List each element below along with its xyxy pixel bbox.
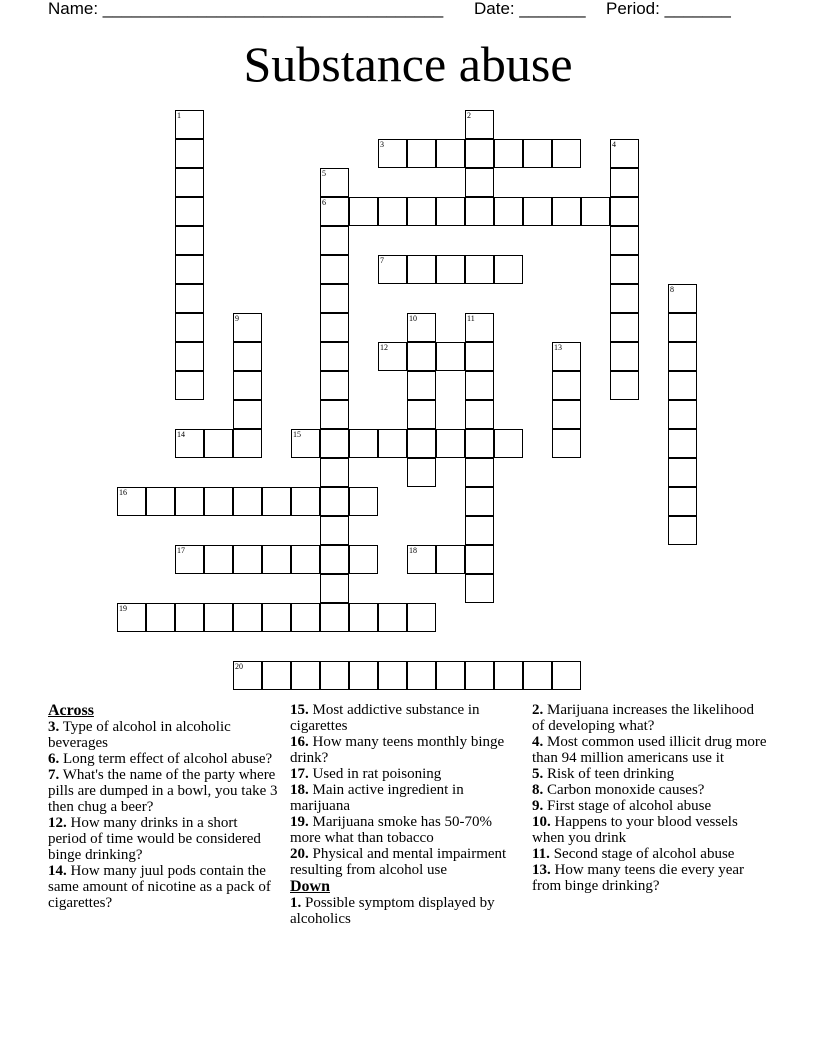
grid-cell[interactable] [610, 197, 639, 226]
clue-number: 17. [290, 766, 309, 782]
down-clue [532, 798, 768, 814]
grid-cell[interactable] [610, 255, 639, 284]
clue-number: 20. [290, 846, 309, 862]
grid-cell[interactable] [552, 429, 581, 458]
grid-cell[interactable] [436, 139, 465, 168]
grid-cell[interactable] [668, 458, 697, 487]
clue-number: 10. [532, 814, 551, 830]
grid-cell[interactable] [320, 226, 349, 255]
grid-cell[interactable] [465, 400, 494, 429]
clue-number: 3. [48, 719, 60, 735]
grid-cell[interactable] [552, 371, 581, 400]
clue-number: 1. [290, 895, 302, 911]
grid-cell[interactable] [378, 661, 407, 690]
clue-number: 18. [290, 782, 309, 798]
grid-cell[interactable] [233, 487, 262, 516]
clue-number: 7. [48, 767, 60, 783]
grid-cell[interactable] [407, 661, 436, 690]
grid-cell[interactable] [465, 197, 494, 226]
grid-cell[interactable] [465, 255, 494, 284]
grid-cell[interactable] [320, 516, 349, 545]
date-field[interactable]: Date: _______ [474, 0, 586, 18]
grid-cell[interactable] [262, 661, 291, 690]
grid-cell[interactable] [262, 545, 291, 574]
clue-number-17: 17 [177, 546, 185, 555]
grid-cell[interactable] [552, 661, 581, 690]
grid-cell[interactable] [233, 545, 262, 574]
clue-number-10: 10 [409, 314, 417, 323]
clue-number: 2. [532, 702, 544, 718]
clue-number: 14. [48, 863, 67, 879]
grid-cell[interactable] [320, 400, 349, 429]
down-clue [532, 846, 768, 862]
clue-text: How many drinks in a short period of time would be considered binge drinking? [48, 815, 261, 863]
across-clue [48, 767, 278, 815]
grid-cell[interactable] [668, 400, 697, 429]
grid-cell[interactable] [523, 139, 552, 168]
clue-text: First stage of alcohol abuse [543, 798, 712, 814]
down-clue-list [290, 895, 522, 927]
grid-cell[interactable] [436, 545, 465, 574]
grid-cell[interactable] [465, 342, 494, 371]
clue-text: How many juul pods contain the same amount of nicotine as a pack of cigarettes? [48, 863, 271, 911]
across-clue [290, 782, 522, 814]
clues-column-3 [532, 702, 768, 894]
clue-number-19: 19 [119, 604, 127, 613]
grid-cell[interactable] [552, 400, 581, 429]
clue-text: Type of alcohol in alcoholic beverages [48, 719, 231, 751]
grid-cell[interactable] [494, 661, 523, 690]
clue-number: 12. [48, 815, 67, 831]
clue-number-20: 20 [235, 662, 243, 671]
grid-cell[interactable] [233, 429, 262, 458]
grid-cell[interactable] [175, 313, 204, 342]
grid-cell[interactable] [465, 458, 494, 487]
clue-text: Physical and mental impairment resulting from alcohol use [290, 846, 507, 878]
clue-text: Most addictive substance in cigarettes [290, 702, 480, 734]
down-clue [532, 862, 768, 894]
grid-cell[interactable] [175, 284, 204, 313]
grid-cell[interactable] [407, 458, 436, 487]
grid-cell[interactable] [407, 342, 436, 371]
grid-cell[interactable] [465, 429, 494, 458]
clue-number-1: 1 [177, 111, 181, 120]
grid-cell[interactable] [436, 429, 465, 458]
clue-text: Main active ingredient in marijuana [290, 782, 464, 814]
grid-cell[interactable] [465, 661, 494, 690]
clue-text: How many teens monthly binge drink? [290, 734, 505, 766]
grid-cell[interactable] [407, 139, 436, 168]
clue-number-14: 14 [177, 430, 185, 439]
grid-cell[interactable] [581, 197, 610, 226]
grid-cell[interactable] [436, 197, 465, 226]
across-clue-list [48, 719, 278, 911]
grid-cell[interactable] [320, 284, 349, 313]
grid-cell[interactable] [175, 139, 204, 168]
grid-cell[interactable] [465, 545, 494, 574]
grid-cell[interactable] [610, 284, 639, 313]
grid-cell[interactable] [436, 661, 465, 690]
grid-cell[interactable] [349, 197, 378, 226]
grid-cell[interactable] [320, 458, 349, 487]
clue-number: 5. [532, 766, 544, 782]
clue-text: Risk of teen drinking [543, 766, 675, 782]
grid-cell[interactable] [233, 603, 262, 632]
grid-cell[interactable] [146, 603, 175, 632]
grid-cell[interactable] [262, 603, 291, 632]
clue-number-13: 13 [554, 343, 562, 352]
clue-number: 6. [48, 751, 60, 767]
grid-cell[interactable] [494, 139, 523, 168]
grid-cell[interactable] [291, 661, 320, 690]
clue-number-2: 2 [467, 111, 471, 120]
grid-cell[interactable] [175, 371, 204, 400]
across-clue [48, 719, 278, 751]
clue-number: 16. [290, 734, 309, 750]
grid-cell[interactable] [610, 313, 639, 342]
grid-cell[interactable] [291, 487, 320, 516]
grid-cell[interactable] [233, 371, 262, 400]
grid-cell[interactable] [465, 516, 494, 545]
grid-cell[interactable] [407, 603, 436, 632]
grid-cell[interactable] [523, 197, 552, 226]
grid-cell[interactable] [407, 400, 436, 429]
grid-cell[interactable] [204, 603, 233, 632]
grid-cell[interactable] [349, 545, 378, 574]
grid-cell[interactable] [320, 545, 349, 574]
grid-cell[interactable] [175, 197, 204, 226]
clue-text: What's the name of the party where pills are dumped in a bowl, you take 3 then chug a beer? [48, 767, 278, 815]
down-clue [290, 895, 522, 927]
clue-number-5: 5 [322, 169, 326, 178]
grid-cell[interactable] [175, 226, 204, 255]
name-field[interactable]: Name: ____________________________________ [48, 0, 444, 18]
across-clue [48, 815, 278, 863]
across-clue [290, 814, 522, 846]
clue-number-3: 3 [380, 140, 384, 149]
grid-cell[interactable] [668, 487, 697, 516]
clue-text: Possible symptom displayed by alcoholics [290, 895, 495, 927]
clue-text: Used in rat poisoning [308, 766, 442, 782]
clue-text: Carbon monoxide causes? [543, 782, 705, 798]
grid-cell[interactable] [320, 371, 349, 400]
grid-cell[interactable] [175, 255, 204, 284]
grid-cell[interactable] [610, 168, 639, 197]
clue-text: Happens to your blood vessels when you drink [532, 814, 738, 846]
grid-cell[interactable] [407, 255, 436, 284]
clue-number-9: 9 [235, 314, 239, 323]
down-clue [532, 782, 768, 798]
grid-cell[interactable] [668, 342, 697, 371]
grid-cell[interactable] [523, 661, 552, 690]
grid-cell[interactable] [349, 487, 378, 516]
grid-cell[interactable] [175, 603, 204, 632]
across-heading: Across [48, 702, 94, 719]
grid-cell[interactable] [349, 603, 378, 632]
clue-text: Second stage of alcohol abuse [549, 846, 735, 862]
across-clue [48, 751, 278, 767]
down-clue [532, 766, 768, 782]
grid-cell[interactable] [320, 487, 349, 516]
across-clue [48, 863, 278, 911]
grid-cell[interactable] [668, 429, 697, 458]
clue-number-6: 6 [322, 198, 326, 207]
down-clue [532, 734, 768, 766]
grid-cell[interactable] [465, 168, 494, 197]
grid-cell[interactable] [668, 313, 697, 342]
clue-number-18: 18 [409, 546, 417, 555]
across-clue [290, 766, 522, 782]
down-heading: Down [290, 878, 331, 895]
grid-cell[interactable] [552, 197, 581, 226]
grid-cell[interactable] [175, 342, 204, 371]
clue-text: Most common used illicit drug more than 94 million americans use it [532, 734, 767, 766]
clues-column-1 [48, 702, 278, 911]
page-title: Substance abuse [243, 36, 573, 92]
clue-number: 11. [532, 846, 550, 862]
down-clue [532, 814, 768, 846]
grid-cell[interactable] [668, 371, 697, 400]
grid-cell[interactable] [320, 661, 349, 690]
grid-cell[interactable] [465, 371, 494, 400]
grid-cell[interactable] [233, 400, 262, 429]
clue-number: 9. [532, 798, 544, 814]
clue-text: Marijuana increases the likelihood of developing what? [532, 702, 755, 734]
grid-cell[interactable] [407, 429, 436, 458]
clue-text: Long term effect of alcohol abuse? [59, 751, 273, 767]
grid-cell[interactable] [204, 545, 233, 574]
grid-cell[interactable] [349, 661, 378, 690]
grid-cell[interactable] [436, 255, 465, 284]
grid-cell[interactable] [146, 487, 175, 516]
grid-cell[interactable] [349, 429, 378, 458]
grid-cell[interactable] [175, 487, 204, 516]
grid-cell[interactable] [262, 487, 291, 516]
grid-cell[interactable] [233, 342, 262, 371]
grid-cell[interactable] [204, 487, 233, 516]
grid-cell[interactable] [436, 342, 465, 371]
across-clue [290, 846, 522, 878]
grid-cell[interactable] [494, 255, 523, 284]
grid-cell[interactable] [320, 255, 349, 284]
clue-number: 15. [290, 702, 309, 718]
clue-number: 4. [532, 734, 544, 750]
grid-cell[interactable] [668, 516, 697, 545]
grid-cell[interactable] [320, 574, 349, 603]
grid-cell[interactable] [320, 313, 349, 342]
grid-cell[interactable] [407, 197, 436, 226]
clue-number-11: 11 [467, 314, 475, 323]
clue-number-8: 8 [670, 285, 674, 294]
grid-cell[interactable] [465, 139, 494, 168]
clue-number: 8. [532, 782, 544, 798]
grid-cell[interactable] [175, 168, 204, 197]
grid-cell[interactable] [407, 371, 436, 400]
down-clue-list-continued [532, 702, 768, 894]
clue-number-16: 16 [119, 488, 127, 497]
grid-cell[interactable] [378, 197, 407, 226]
grid-cell[interactable] [320, 429, 349, 458]
clue-text: How many teens die every year from binge drinking? [532, 862, 745, 894]
grid-cell[interactable] [378, 429, 407, 458]
across-clue [290, 702, 522, 734]
clue-number-15: 15 [293, 430, 301, 439]
clue-number-12: 12 [380, 343, 388, 352]
grid-cell[interactable] [378, 603, 407, 632]
down-clue [532, 702, 768, 734]
across-clue [290, 734, 522, 766]
clue-number: 19. [290, 814, 309, 830]
grid-cell[interactable] [465, 487, 494, 516]
grid-cell[interactable] [291, 603, 320, 632]
period-field[interactable]: Period: _______ [606, 0, 731, 18]
grid-cell[interactable] [610, 342, 639, 371]
clue-number: 13. [532, 862, 551, 878]
grid-cell[interactable] [552, 139, 581, 168]
grid-cell[interactable] [204, 429, 233, 458]
across-clue-list-continued [290, 702, 522, 878]
grid-cell[interactable] [320, 342, 349, 371]
grid-cell[interactable] [465, 574, 494, 603]
clue-number-7: 7 [380, 256, 384, 265]
clue-number-4: 4 [612, 140, 616, 149]
grid-cell[interactable] [494, 197, 523, 226]
grid-cell[interactable] [291, 545, 320, 574]
grid-cell[interactable] [610, 371, 639, 400]
grid-cell[interactable] [494, 429, 523, 458]
clues-column-2 [290, 702, 522, 927]
grid-cell[interactable] [320, 603, 349, 632]
grid-cell[interactable] [610, 226, 639, 255]
clue-text: Marijuana smoke has 50-70% more what than tobacco [290, 814, 493, 846]
